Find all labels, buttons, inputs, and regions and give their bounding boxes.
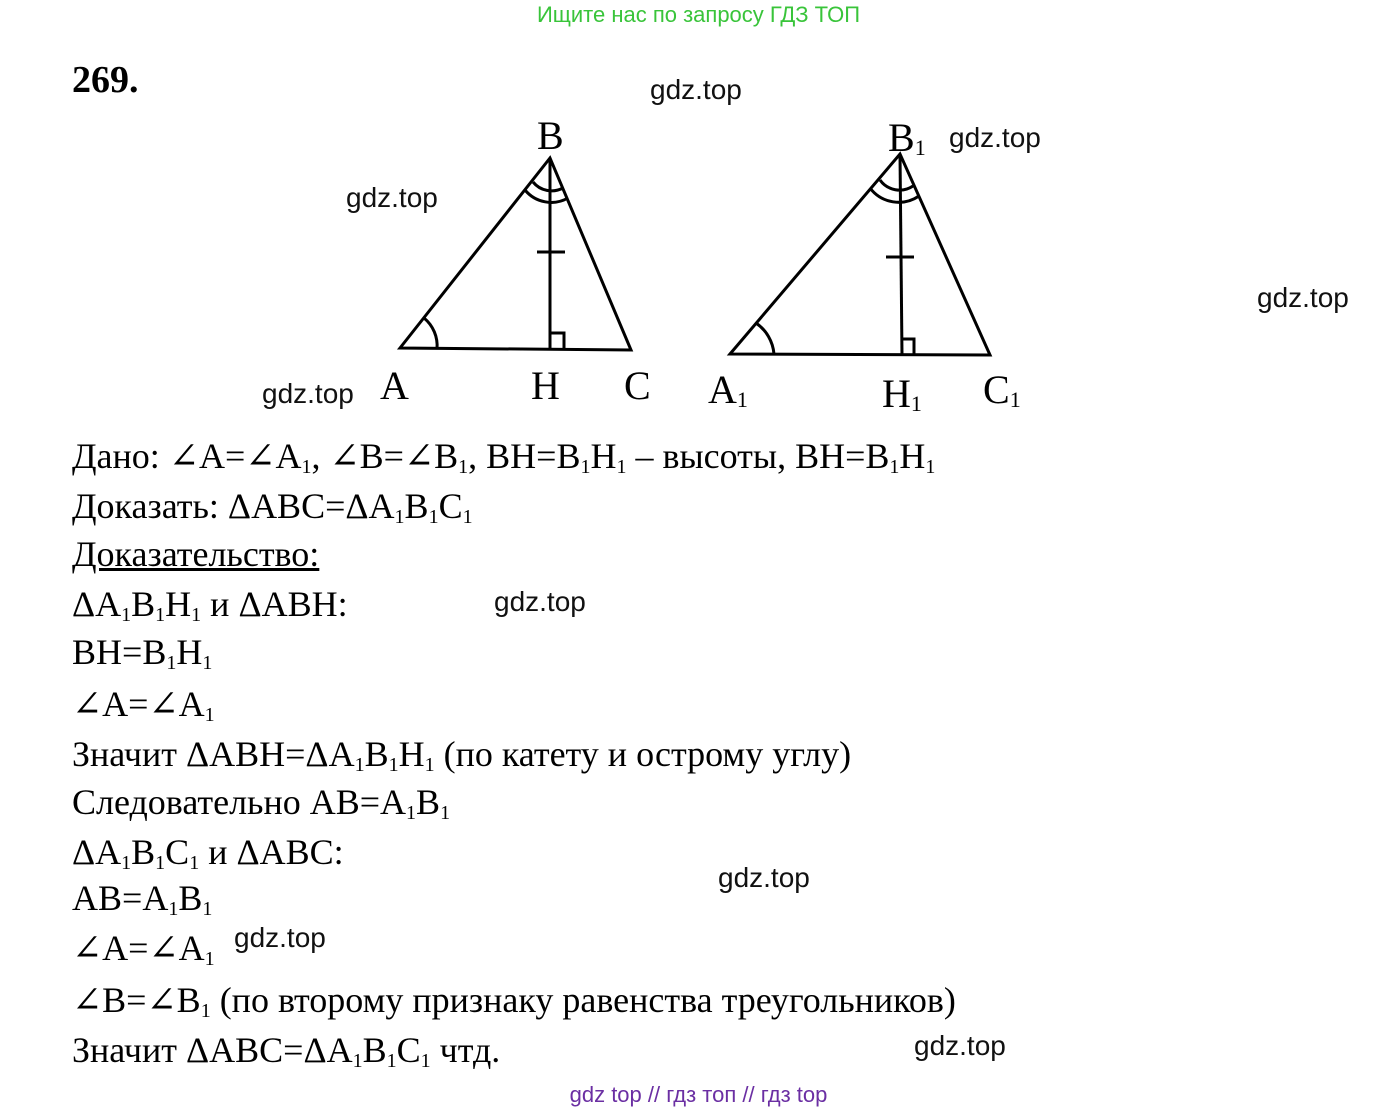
watermark: gdz.top	[650, 74, 742, 105]
watermark: gdz.top	[234, 922, 326, 953]
angle-arc-b1-inner	[880, 180, 913, 190]
angle-arc-b-inner	[533, 182, 563, 191]
watermark: gdz.top	[494, 586, 586, 617]
watermark: gdz.top	[914, 1030, 1006, 1061]
proof-line-1: $\Delta A_1B_1H_1$ и ΔABH:	[72, 584, 348, 626]
watermark: gdz.top	[346, 182, 438, 213]
prove-line: Доказать: $\Delta ABC=\Delta A_1B_1C_1$	[72, 486, 473, 528]
given-line: Дано: $\angle A=\angle A_1$, $\angle B=\angle B_1$, $BH=B_1H_1$ – высоты, $BH=B_1H_1$	[72, 436, 936, 478]
angle-arc-b-outer	[525, 190, 568, 202]
proof-line-8: $\angle A=\angle A_1$	[72, 928, 215, 970]
proof-line-5: Следовательно $AB=A_1B_1$	[72, 782, 451, 824]
proof-line-4: Значит $\Delta ABH=\Delta A_1B_1H_1$ (по катету и острому углу)	[72, 734, 852, 776]
vertex-label-b: B	[537, 113, 564, 158]
proof-line-2: $BH=B_1H_1$	[72, 632, 213, 674]
vertex-label-a1: $A_1$	[708, 367, 748, 412]
watermark: gdz.top	[718, 862, 810, 893]
vertex-label-a: A	[380, 363, 409, 408]
vertex-label-h1: $H_1$	[882, 371, 922, 416]
watermark: gdz.top	[262, 378, 354, 409]
watermark: gdz.top	[949, 122, 1041, 153]
proof-line-9: $\angle B=\angle B_1$ (по второму признаку равенства треугольников)	[72, 980, 956, 1022]
angle-arc-a1	[756, 323, 774, 354]
footer-links: gdz top // гдз топ // гдз top	[569, 1082, 828, 1107]
proof-line-3: $\angle A=\angle A_1$	[72, 684, 215, 726]
proof-line-6: $\Delta A_1B_1C_1$ и ΔABC:	[72, 832, 344, 874]
right-angle-h	[550, 333, 564, 349]
vertex-label-c: C	[624, 363, 651, 408]
watermark: gdz.top	[1257, 282, 1349, 313]
triangle-abc	[400, 158, 631, 350]
proof-line-7: $AB=A_1B_1$	[72, 878, 213, 920]
search-banner: Ищите нас по запросу ГДЗ ТОП	[536, 2, 861, 27]
proof-heading: Доказательство:	[72, 534, 320, 574]
vertex-label-h: H	[531, 363, 560, 408]
height-b1h1	[900, 154, 902, 355]
problem-number: 269.	[72, 59, 139, 101]
triangle-a1b1c1	[730, 154, 990, 355]
angle-arc-a	[424, 318, 437, 349]
proof-line-10: Значит $\Delta ABC=\Delta A_1B_1C_1$ чтд.	[72, 1030, 501, 1072]
vertex-label-b1: $B_1$	[888, 115, 926, 160]
vertex-label-c1: $C_1$	[983, 367, 1021, 412]
